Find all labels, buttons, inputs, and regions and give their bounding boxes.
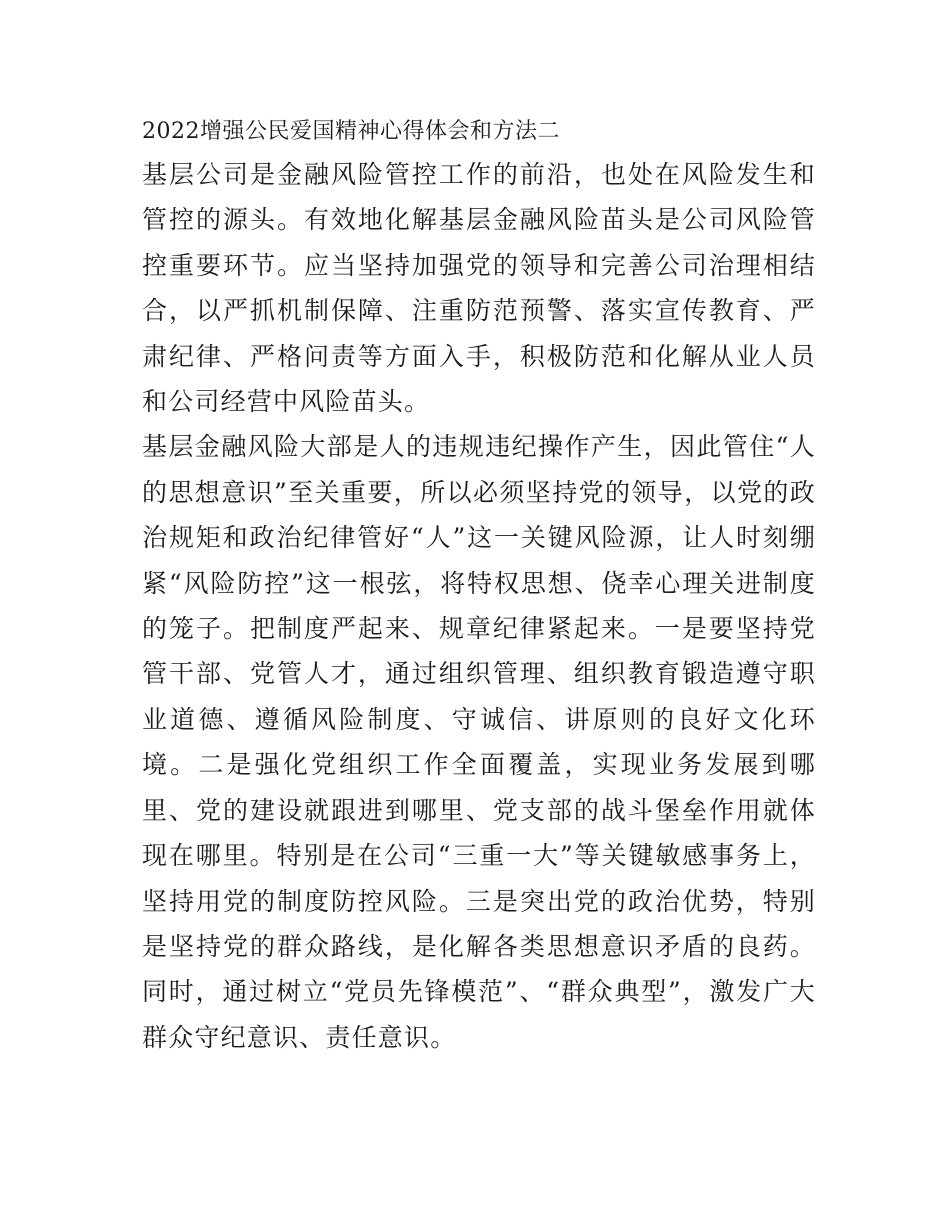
document-title: 2022增强公民爱国精神心得体会和方法二 (142, 119, 560, 144)
document-body (142, 112, 816, 1060)
paragraph-2: 基层金融风险大部是人的违规违纪操作产生，因此管住“人的思想意识”至关重要，所以必须坚持党的领导，以党的政治规矩和政治纪律管好“人”这一关键风险源，让人时刻绷紧“风险防控”这一根弦，将特权思想、侥幸心理关进制度的笼子。把制度严起来、规章纪律紧起来。一是要坚持党管干部、党管人才，通过组织管理、组织教育锻造遵守职业道德、遵循风险制度、守诚信、讲原则的良好文化环境。二是强化党组织工作全面覆盖，实现业务发展到哪里、党的建设就跟进到哪里、党支部的战斗堡垒作用就体现在哪里。特别是在公司“三重一大”等关键敏感事务上，坚持用党的制度防控风险。三是突出党的政治优势，特别是坚持党的群众路线，是化解各类思想意识矛盾的良药。同时，通过树立“党员先锋模范”、“群众典型”，激发广大群众守纪意识、责任意识。 (142, 432, 816, 1052)
paragraph-1: 基层公司是金融风险管控工作的前沿，也处在风险发生和管控的源头。有效地化解基层金融风险苗头是公司风险管控重要环节。应当坚持加强党的领导和完善公司治理相结合，以严抓机制保障、注重防范预警、落实宣传教育、严肃纪律、严格问责等方面入手，积极防范和化解从业人员和公司经营中风险苗头。 (142, 160, 816, 417)
